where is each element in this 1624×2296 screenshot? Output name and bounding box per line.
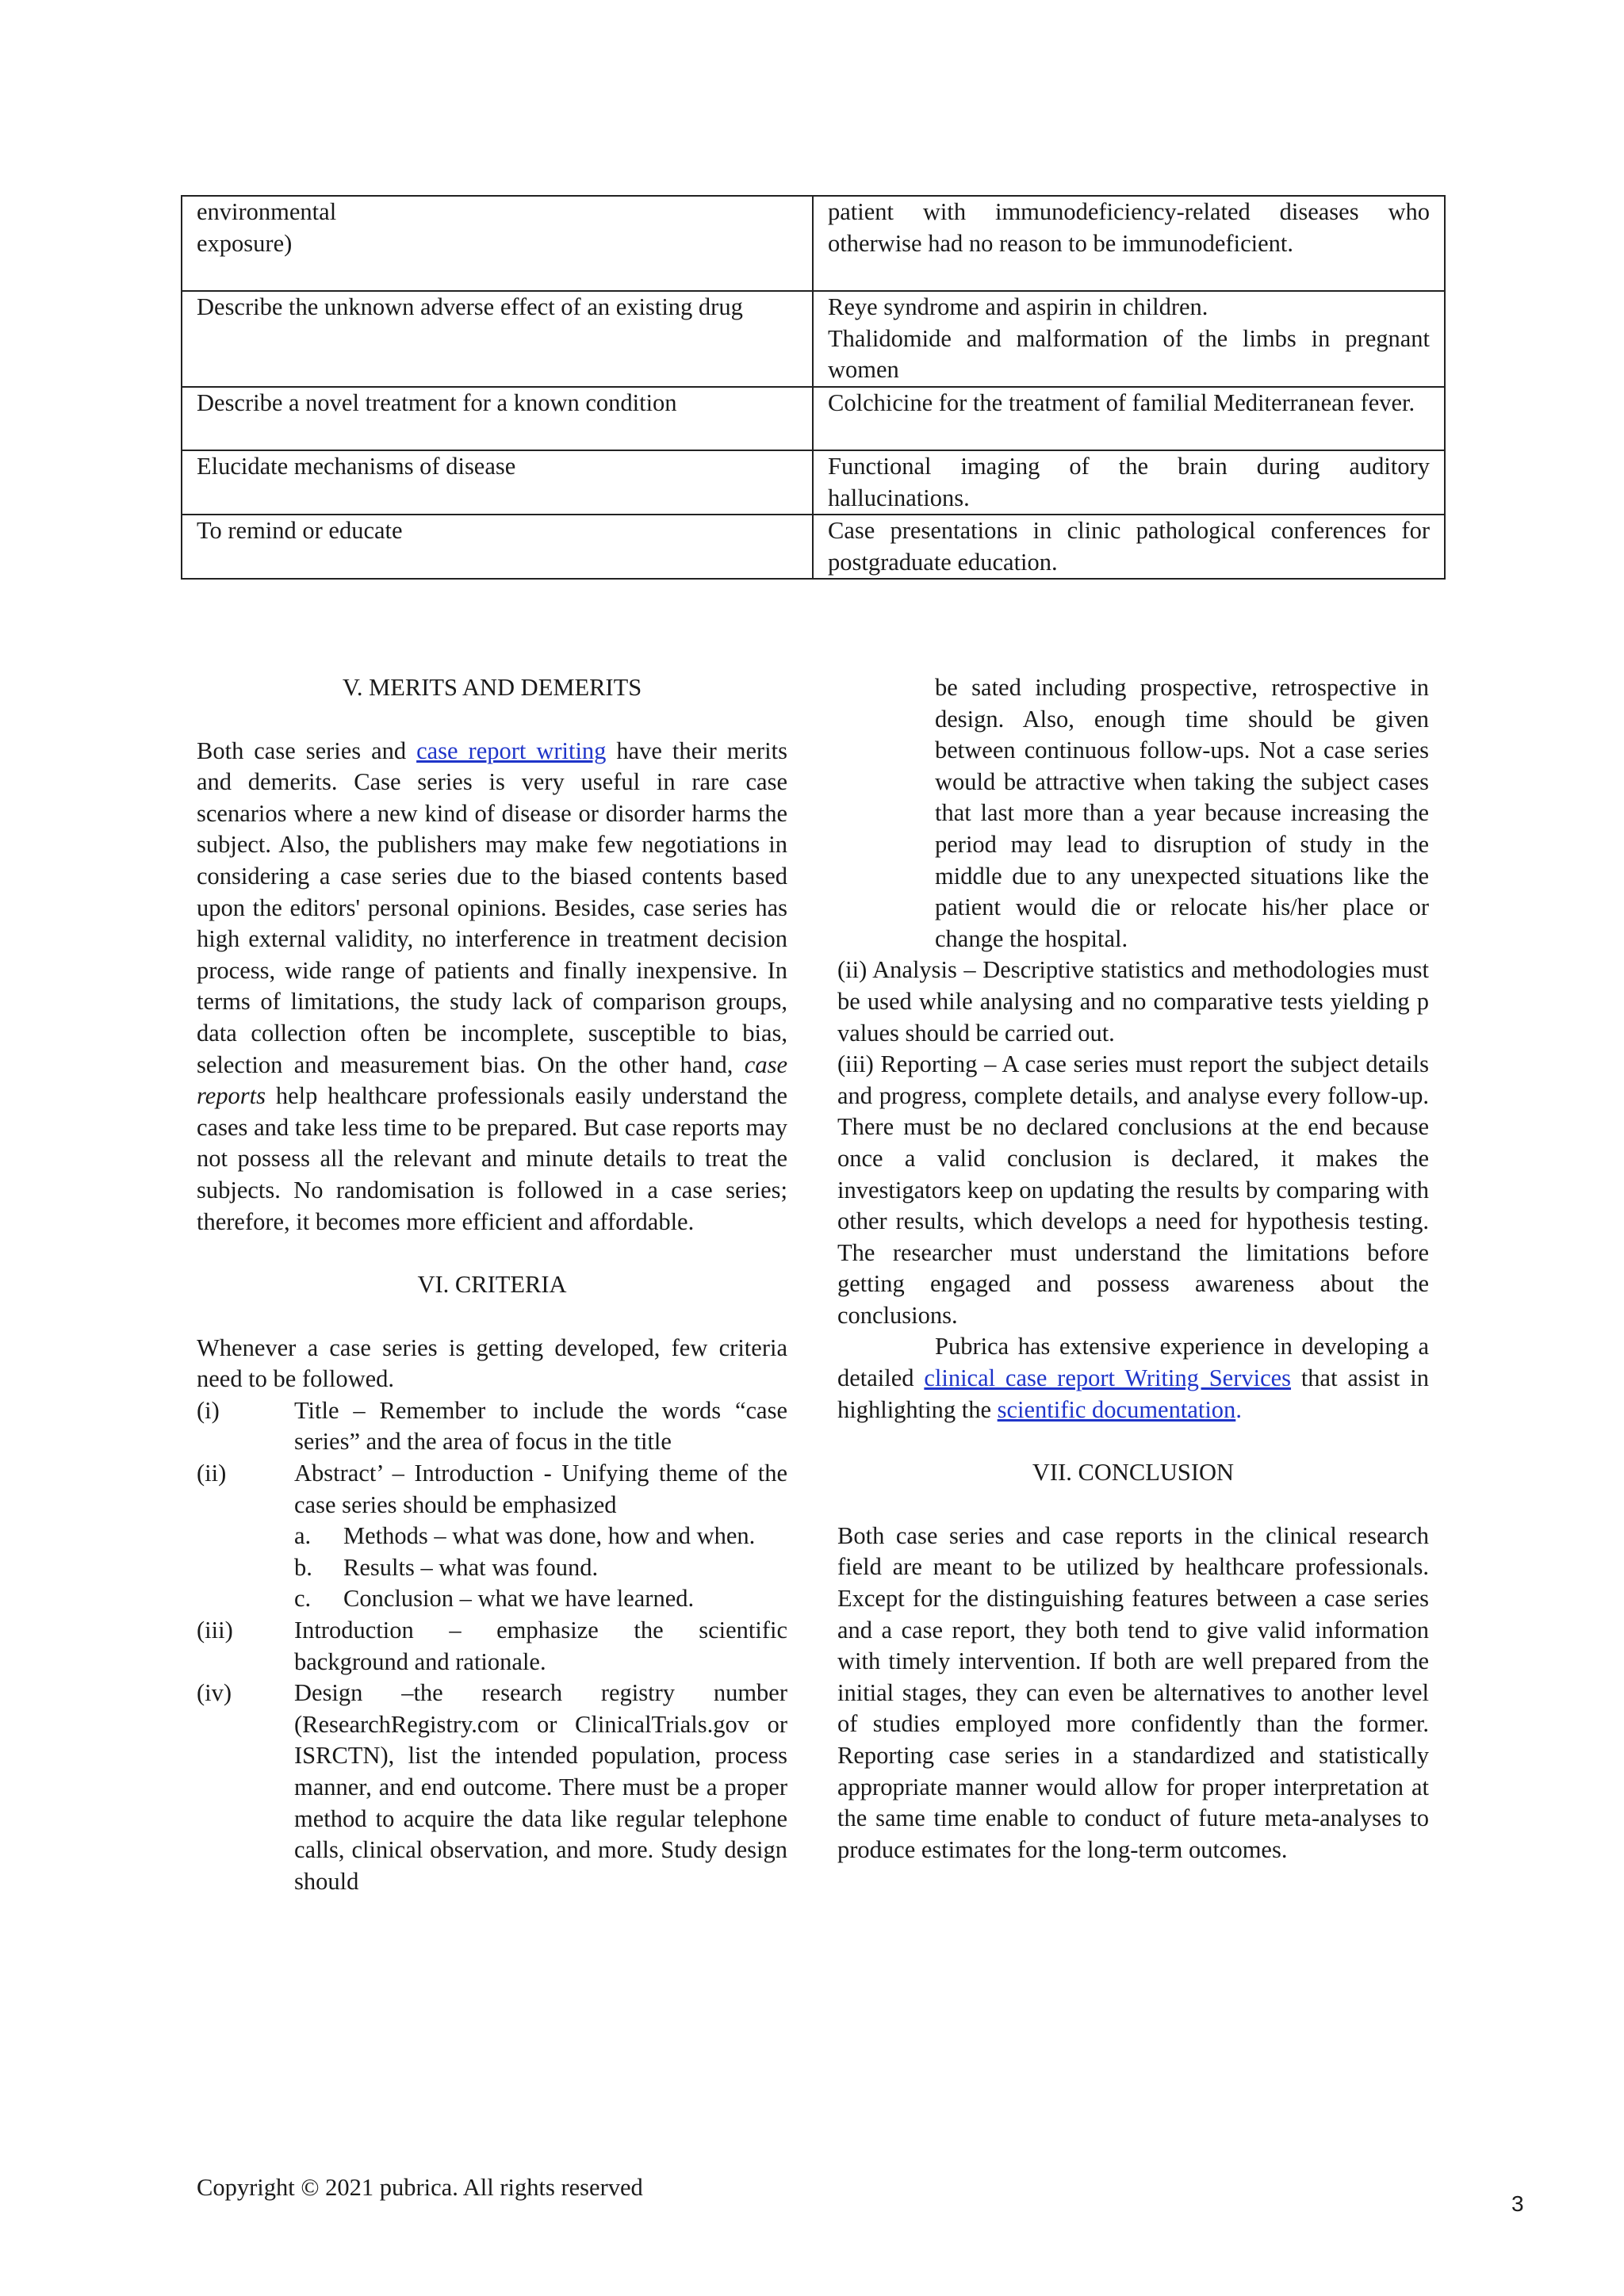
table-cell: Case presentations in clinic pathological conferences for postgraduate education.	[813, 515, 1445, 579]
table-cell: Functional imaging of the brain during auditory hallucinations.	[813, 450, 1445, 515]
table-cell: Colchicine for the treatment of familial Mediterranean fever.	[813, 387, 1445, 450]
list-item	[197, 1395, 787, 1458]
table-cell: Elucidate mechanisms of disease	[182, 450, 813, 515]
text-span: that assist in highlighting the	[837, 1364, 1429, 1423]
table-row	[182, 196, 1445, 291]
italic-text: case reports	[197, 1050, 787, 1110]
analysis-paragraph: (ii) Analysis – Descriptive statistics and methodologies must be used while analysing and no comparative tests yielding p values should be carried out.	[837, 956, 1429, 1047]
section-heading: VII. CONCLUSION	[1032, 1459, 1235, 1487]
list-number: (i)	[197, 1396, 220, 1424]
table-cell: patient with immunodeficiency-related diseases who otherwise had no reason to be immunodeficient.	[813, 196, 1445, 291]
left-column	[197, 672, 787, 1897]
text-span: have their merits and demerits. Case series is very useful in rare case scenarios where a new kind of disease or disorder harms the subject. Also, the publishers may make few negotiations in considering a case series due to the biased contents based upon the editors' personal opinions. Besides, case series has high external validity, no interference in treatment decision process, wide range of patients and finally inexpensive. In terms of limitations, the study lack of comparison groups, data collection often be incomplete, susceptible to bias, selection and measurement bias. On the other hand,	[197, 737, 788, 1078]
table-cell: Describe a novel treatment for a known condition	[182, 387, 813, 450]
text-span: help healthcare professionals easily understand the cases and take less time to be prepared. But case reports may not possess all the relevant and minute details to treat the subjects. No randomisation is followed in a case series; therefore, it becomes more efficient and affordable.	[197, 1082, 787, 1235]
list-text: Abstract’ – Introduction - Unifying theme of the case series should be emphasized	[294, 1460, 787, 1518]
examples-table	[181, 195, 1446, 580]
merits-paragraph	[197, 736, 787, 1238]
table-row	[182, 515, 1445, 579]
list-number: (ii)	[197, 1460, 227, 1487]
list-item	[197, 1458, 787, 1521]
text-span: .	[1235, 1395, 1242, 1423]
list-number: (iv)	[197, 1679, 232, 1707]
scientific-documentation-link[interactable]: scientific documentation	[997, 1395, 1236, 1423]
list-letter: b.	[294, 1553, 312, 1581]
page-number: 3	[1511, 2191, 1524, 2216]
pubrica-paragraph	[837, 1331, 1429, 1425]
case-report-writing-link[interactable]: case report writing	[416, 737, 607, 764]
list-number: (iii)	[197, 1617, 233, 1644]
reporting-paragraph: (iii) Reporting – A case series must report the subject details and progress, complete details, and analyse every follow-up. There must be no declared conclusions at the end because once a valid conclusion is declared, it makes the investigators keep on updating the results by comparing with other results, which develops a need for hypothesis testing. The researcher must understand the limitations before getting engaged and possess awareness about the conclusions.	[837, 1050, 1429, 1329]
list-letter: a.	[294, 1522, 312, 1550]
table-cell: environmental exposure)	[182, 196, 813, 291]
list-text: Methods – what was done, how and when.	[343, 1522, 756, 1550]
table-row	[182, 387, 1445, 450]
sub-list-item	[294, 1583, 787, 1615]
text-span: Both case series and	[197, 737, 417, 764]
copyright-footer: Copyright © 2021 pubrica. All rights reserved	[197, 2174, 643, 2201]
list-text: Conclusion – what we have learned.	[343, 1585, 695, 1613]
table-cell: To remind or educate	[182, 515, 813, 579]
conclusion-paragraph: Both case series and case reports in the clinical research field are meant to be utilized by healthcare professionals. Except for the distinguishing features between a case series and a case report, they both tend to give valid information with timely intervention. If both are well prepared from the initial stages, they can even be alternatives to another level of studies employed more confidently than the former. Reporting case series in a standardized and statistically appropriate manner would allow for proper interpretation at the same time enable to conduct of future meta-analyses to produce estimates for the long-term outcomes.	[837, 1521, 1429, 1863]
list-text: Introduction – emphasize the scientific background and rationale.	[294, 1617, 787, 1675]
list-item	[197, 1678, 787, 1897]
table-cell: Describe the unknown adverse effect of an existing drug	[182, 291, 813, 387]
list-item	[197, 1615, 787, 1678]
criteria-intro: Whenever a case series is getting developed, few criteria need to be followed.	[197, 1334, 787, 1393]
clinical-case-report-link[interactable]: clinical case report Writing Services	[924, 1364, 1292, 1392]
list-text: Design –the research registry number (ResearchRegistry.com or ClinicalTrials.gov or ISRCTN), list the intended population, process manner, and end outcome. There must be a proper method to acquire the data like regular telephone calls, clinical observation, and more. Study design should	[294, 1679, 787, 1895]
table-row	[182, 450, 1445, 515]
list-text: Results – what was found.	[343, 1553, 599, 1581]
list-letter: c.	[294, 1585, 312, 1613]
section-heading: V. MERITS AND DEMERITS	[342, 674, 642, 701]
text-span: Pubrica has extensive experience in developing a detailed	[837, 1333, 1429, 1392]
right-column	[837, 672, 1429, 1866]
sub-list-item	[294, 1552, 787, 1584]
section-heading: VI. CRITERIA	[417, 1271, 567, 1299]
table-row	[182, 291, 1445, 387]
sub-list-item	[294, 1521, 787, 1552]
list-text: Title – Remember to include the words “case series” and the area of focus in the title	[294, 1396, 787, 1456]
table-cell: Reye syndrome and aspirin in children. Thalidomide and malformation of the limbs in pregnant women	[813, 291, 1445, 387]
design-continued: be sated including prospective, retrospective in design. Also, enough time should be given between continuous follow-ups. Not a case series would be attractive when taking the subject cases that last more than a year because increasing the period may lead to disruption of study in the middle due to any unexpected situations like the patient would die or relocate his/her place or change the hospital.	[935, 674, 1429, 952]
